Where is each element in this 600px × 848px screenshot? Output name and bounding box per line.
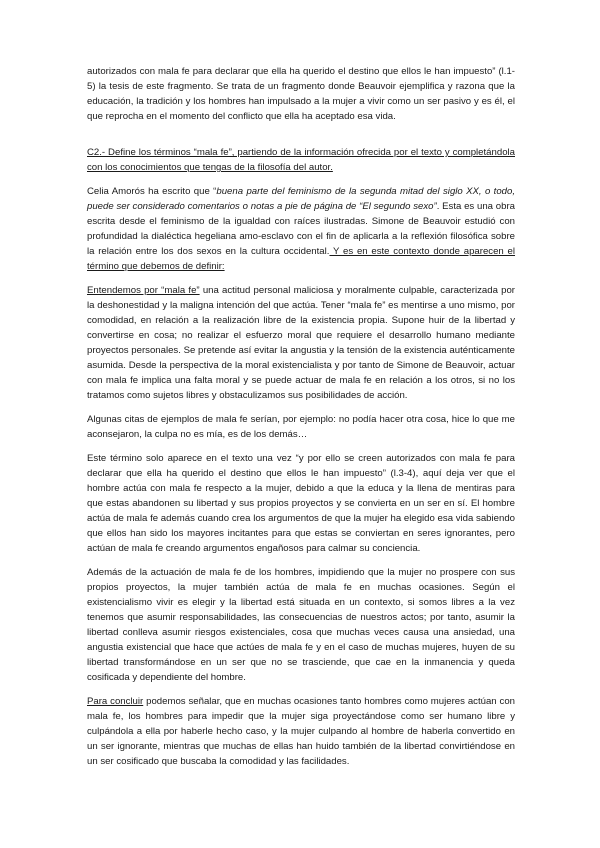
- context-quote: buena parte del feminismo de la segunda mitad del siglo XX, o todo, puede ser considerado comentarios o notas a pie de página de “El segundo sexo”: [87, 186, 515, 212]
- paragraph-women-bad-faith: Además de la actuación de mala fe de los hombres, impidiendo que la mujer no prospere con sus propios proyectos, la mujer también actúa de mala fe en muchas ocasiones. Según el existencialismo vivir es elegir y la libertad está situada en un contexto, si somos libres a la vez tenemos que asumir responsabilidades, las consecuencias de nuestros actos; por tanto, asumir la libertad conlleva asumir riesgos existenciales, cosa que muchas veces causa una ansiedad, una angustia existencial que hace que actúes de mala fe y en el caso de muchas mujeres, huyen de su libertad transformándose en un ser que no se trasciende, que cae en la inmanencia y queda cosificada y dependiente del hombre.: [87, 567, 515, 683]
- paragraph-definition: [87, 283, 515, 403]
- definition-text: una actitud personal maliciosa y moralmente culpable, caracterizada por la deshonestidad y la maligna intención del que actúa. Tener “mala fe” es mentirse a uno mismo, por comodidad, en relación a la realización libre de la existencia propia. Supone huir de la libertad y convertirse en cosa; no realizar el esfuerzo moral que requiere el desarrollo humano mediante proyectos personales. Se pretende así evitar la angustia y la tensión de la existencia auténticamente asumida. Desde la perspectiva de la moral existencialista y por tanto de Simone de Beauvoir, actuar con mala fe implica una falta moral y se puede actuar de mala fe en relación a los otros, si no los tratamos como sujetos libres y obstaculizamos sus posibilidades de acción.: [87, 285, 515, 401]
- context-text-a: Celia Amorós ha escrito que “: [87, 186, 217, 197]
- conclusion-lead: Para concluir: [87, 696, 144, 707]
- document-page: [87, 64, 515, 778]
- context-text-b: . Esta es una obra escrita desde el feminismo de la igualdad con raíces ilustradas. Simone de Beauvoir estudió con profundidad la dialéctica hegeliana amo-esclavo con el fin de aplicarla a la reflexión filosófica sobre la relación entre los dos sexos en la cultura occidental.: [87, 201, 515, 257]
- paragraph-conclusion: [87, 694, 515, 769]
- definition-lead: Entendemos por “mala fe”: [87, 285, 200, 296]
- question-heading: C2.- Define los términos “mala fe”, partiendo de la información ofrecida por el texto y completándola con los conocimientos que tengas de la filosofía del autor.: [87, 147, 515, 173]
- conclusion-text: podemos señalar, que en muchas ocasiones tanto hombres como mujeres actúan con mala fe, los hombres para impedir que la mujer siga proyectándose como ser humano libre y culpándola a ella por haberle hecho caso, y la mujer culpando al hombre de haberla convertido en un ser ignorante, mientras que muchas de ellas han huido también de la libertad convirtiéndose en un ser cosificado que buscaba la comodidad y las facilidades.: [87, 696, 515, 767]
- paragraph-text-usage: Este término solo aparece en el texto una vez “y por ello se creen autorizados con mala fe para declarar que ella ha querido el destino que ellos le han impuesto” (l.3-4), aquí deja ver que el hombre actúa con mala fe respecto a la mujer, debido a que la educa y la llena de mentiras para que estas abandonen su libertad y sus propios proyectos y se convierta en un ser en sí. El hombre actúa de mala fe además cuando crea los argumentos de que la mujer ha elegido esa vida sabiendo que ellos han sido los mayores incitantes para que estas se conviertan en seres ignorantes, pero actúan de mala fe creando argumentos engañosos para calmar su conciencia.: [87, 453, 515, 554]
- paragraph-context: [87, 184, 515, 274]
- context-underlined: Y es en este contexto donde aparecen el término que debemos de definir:: [87, 246, 516, 272]
- intro-paragraph: autorizados con mala fe para declarar que ella ha querido el destino que ellos le han impuesto” (l.1-5) la tesis de este fragmento. Se trata de un fragmento donde Beauvoir ejemplifica y razona que la educación, la tradición y los hombres han impulsado a la mujer a vivir como un ser pasivo y es él, el que reprocha en el momento del conflicto que ella ha aceptado esa vida.: [87, 66, 515, 122]
- paragraph-examples: Algunas citas de ejemplos de mala fe serían, por ejemplo: no podía hacer otra cosa, hice lo que me aconsejaron, la culpa no es mía, es de los demás…: [87, 414, 515, 440]
